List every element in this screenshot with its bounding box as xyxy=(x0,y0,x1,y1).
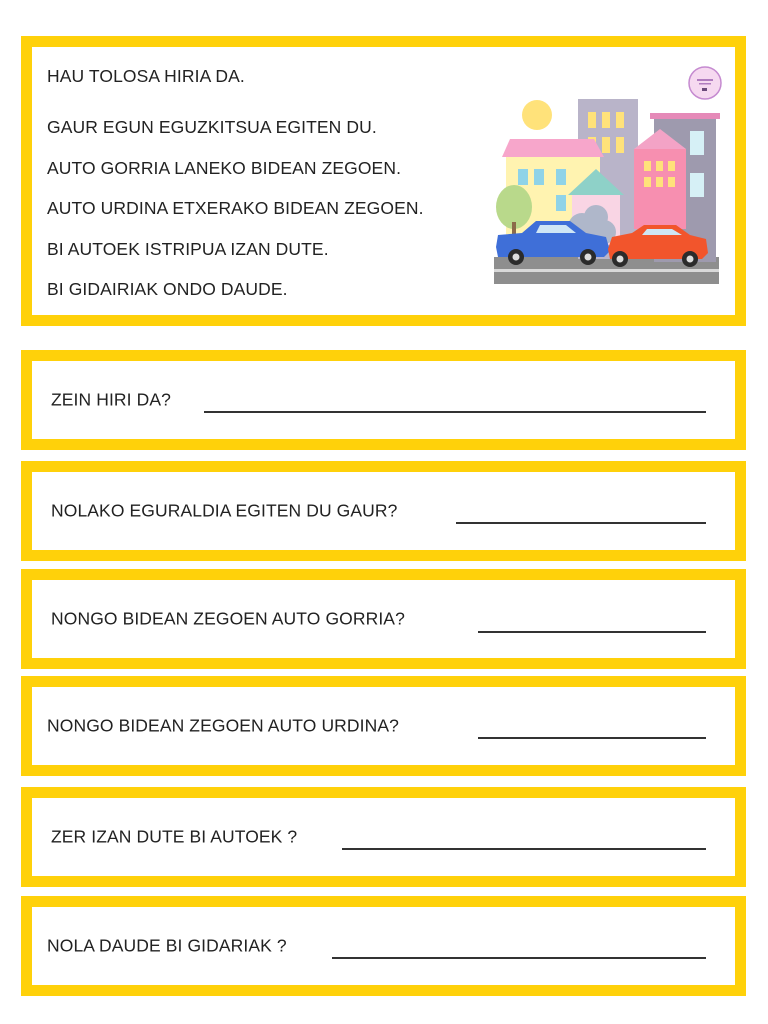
story-line: BI AUTOEK ISTRIPUA IZAN DUTE. xyxy=(47,238,329,259)
story-line: BI GIDAIRIAK ONDO DAUDE. xyxy=(47,279,288,299)
question-label: ZER IZAN DUTE BI AUTOEK ? xyxy=(51,826,298,847)
question-box xyxy=(21,350,746,450)
question-label: NONGO BIDEAN ZEGOEN AUTO GORRIA? xyxy=(51,608,405,629)
question-box xyxy=(21,461,746,561)
answer-line[interactable] xyxy=(456,522,706,524)
story-line: AUTO GORRIA LANEKO BIDEAN ZEGOEN. xyxy=(47,157,402,178)
story-line: AUTO URDINA ETXERAKO BIDEAN ZEGOEN. xyxy=(47,198,424,218)
question-label: NOLAKO EGURALDIA EGITEN DU GAUR? xyxy=(51,500,398,521)
answer-line[interactable] xyxy=(342,848,706,850)
question-box xyxy=(21,569,746,669)
answer-line[interactable] xyxy=(478,631,706,633)
story-line: HAU TOLOSA HIRIA DA. xyxy=(47,66,245,86)
publisher-logo-badge-icon xyxy=(689,67,721,99)
question-box xyxy=(21,787,746,887)
answer-line[interactable] xyxy=(204,411,706,413)
question-label: NOLA DAUDE BI GIDARIAK ? xyxy=(47,935,287,956)
question-label: NONGO BIDEAN ZEGOEN AUTO URDINA? xyxy=(47,715,399,736)
answer-line[interactable] xyxy=(332,957,706,959)
story-text xyxy=(47,66,424,310)
question-box xyxy=(21,896,746,996)
answer-line[interactable] xyxy=(478,737,706,739)
question-label: ZEIN HIRI DA? xyxy=(51,389,171,410)
question-box xyxy=(21,676,746,776)
story-line: GAUR EGUN EGUZKITSUA EGITEN DU. xyxy=(47,117,377,137)
story-box xyxy=(21,36,746,326)
city-car-crash-illustration-icon xyxy=(484,57,724,287)
